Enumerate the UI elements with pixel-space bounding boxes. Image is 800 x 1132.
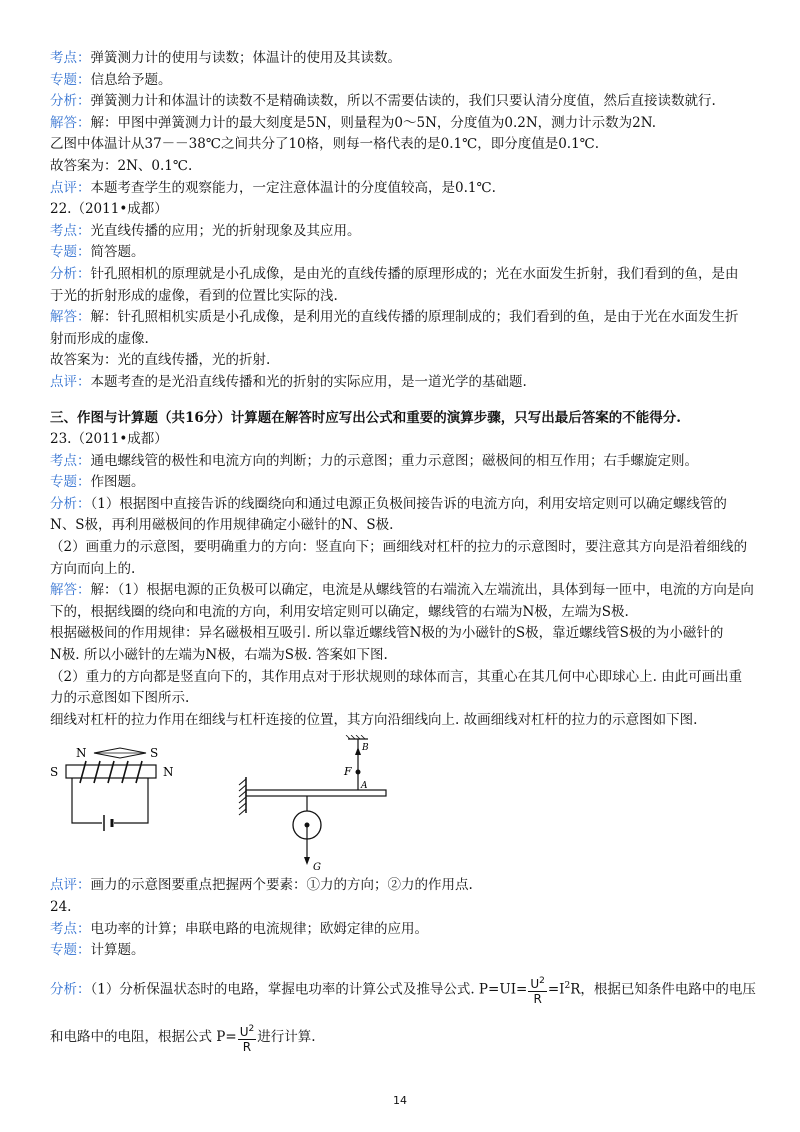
- question-title: 22.（2011•成都）: [50, 201, 168, 218]
- fenxi-line: 分析：（1）分析保温状态时的电路，掌握电功率的计算公式及推导公式. P=UI= $\frac{U^2}{R}$ $=I^2R$，根据已知条件电路中的电压: [50, 975, 756, 1006]
- fenxi-line: 和电路中的电阻，根据公式 P= $\frac{U^2}{R}$ 进行计算.: [50, 1023, 316, 1054]
- jieda-line: 射而形成的虚像.: [50, 330, 149, 347]
- point-a-label: A: [361, 781, 368, 792]
- jieda-line: 细线对杠杆的拉力作用在细线与杠杆连接的位置，其方向沿细线向上. 故画细线对杠杆的拉力的示意图如下图.: [50, 711, 698, 728]
- jieda-line: 解答：解：（1）根据电源的正负极可以确定，电流是从螺线管的右端流入左端流出，具体到每一匝中，电流的方向是向: [50, 582, 754, 599]
- point-a-dot: [356, 770, 361, 775]
- solenoid-figure: [50, 741, 220, 851]
- kaodian-line: 考点：电功率的计算；串联电路的电流规律；欧姆定律的应用。: [50, 920, 428, 937]
- solenoid-n-label: N: [163, 765, 174, 780]
- tension-arrow-head: [355, 747, 361, 755]
- fenxi-line: 分析：（1）根据图中直接告诉的线圈绕向和通过电源正负极间接告诉的电流方向，利用安培定则可以确定螺线管的: [50, 495, 727, 512]
- fenxi-line: 方向而向上的.: [50, 560, 136, 577]
- point-b-label: B: [362, 743, 369, 754]
- jieda-line: 下的，根据线圈的绕向和电流的方向，利用安培定则可以确定，螺线管的右端为N极，左端为S极.: [50, 603, 629, 620]
- kaodian-line: 考点：通电螺线管的极性和电流方向的判断；力的示意图；重力示意图；磁极间的相互作用；右手螺旋定则。: [50, 452, 698, 469]
- jieda-line: 解答：解：针孔照相机实质是小孔成像，是利用光的直线传播的原理制成的；我们看到的鱼，是由于光在水面发生折: [50, 309, 739, 326]
- jieda-line: N极. 所以小磁针的左端为N极，右端为S极. 答案如下图.: [50, 647, 388, 664]
- compass-n-label: N: [76, 746, 87, 761]
- zhuanti-line: 专题：作图题。: [50, 474, 145, 491]
- gravity-g-label: G: [313, 862, 321, 874]
- zhuanti-line: 专题：信息给予题。: [50, 71, 172, 88]
- fenxi-line: 分析：针孔照相机的原理就是小孔成像，是由光的直线传播的原理形成的；光在水面发生折射，我们看到的鱼，是由: [50, 265, 739, 282]
- zhuanti-line: 专题：计算题。: [50, 942, 145, 959]
- section-heading: 三、作图与计算题（共16分）计算题在解答时应写出公式和重要的演算步骤，只写出最后答案的不能得分.: [50, 409, 681, 426]
- page-number: 14: [393, 1094, 407, 1107]
- answer-line: 故答案为：2N、0.1℃.: [50, 157, 193, 174]
- zhuanti-line: 专题：简答题。: [50, 244, 145, 261]
- answer-line: 故答案为：光的直线传播，光的折射.: [50, 352, 271, 369]
- compass-s-label: S: [150, 746, 159, 761]
- kaodian-line: 考点：光直线传播的应用；光的折射现象及其应用。: [50, 222, 361, 239]
- fenxi-line: 分析：弹簧测力计和体温计的读数不是精确读数，所以不需要估读的，我们只要认清分度值，然后直接读数就行.: [50, 93, 716, 110]
- lever-figure: [236, 735, 406, 875]
- question-title: 23.（2011•成都）: [50, 431, 168, 448]
- dianping-line: 点评：本题考查的是光沿直线传播和光的折射的实际应用，是一道光学的基础题.: [50, 373, 527, 390]
- fenxi-line: N、S极，再利用磁极间的作用规律确定小磁针的N、S极.: [50, 517, 394, 534]
- dianping-line: 点评：本题考查学生的观察能力，一定注意体温计的分度值较高，是0.1℃.: [50, 179, 496, 196]
- solenoid-coil: [80, 761, 142, 783]
- question-title: 24.: [50, 899, 72, 915]
- dianping-line: 点评：画力的示意图要重点把握两个要素：①力的方向；②力的作用点.: [50, 877, 473, 894]
- force-f-label: F: [344, 765, 352, 779]
- gravity-arrow-head: [304, 857, 310, 865]
- fenxi-line: 于光的折射形成的虚像，看到的位置比实际的浅.: [50, 287, 338, 304]
- jieda-line: （2）重力的方向都是竖直向下的，其作用点对于形状规则的球体而言，其重心在其几何中心即球心上. 由此可画出重: [50, 668, 743, 685]
- circuit-wire: [72, 778, 148, 823]
- jieda-line: 根据磁极间的作用规律：异名磁极相互吸引. 所以靠近螺线管N极的为小磁针的S极，靠近螺线管S极的为小磁针的: [50, 625, 724, 642]
- fraction-u2-over-r: $\frac{U^2}{R}$: [530, 975, 545, 1006]
- fraction-u2-over-r: $\frac{U^2}{R}$: [239, 1023, 255, 1054]
- jieda-line: 解答：解：甲图中弹簧测力计的最大刻度是5N，则量程为0～5N，分度值为0.2N，测力计示数为2N.: [50, 114, 657, 131]
- figure-row: [50, 735, 760, 875]
- document-page: [50, 48, 760, 1055]
- kaodian-line: 考点：弹簧测力计的使用与读数；体温计的使用及其读数。: [50, 50, 401, 66]
- jieda-line: 力的示意图如下图所示.: [50, 690, 190, 707]
- fenxi-line: （2）画重力的示意图，要明确重力的方向：竖直向下；画细线对杠杆的拉力的示意图时，要注意其方向是沿着细线的: [50, 539, 748, 556]
- solenoid-s-label: S: [50, 765, 59, 780]
- jieda-line: 乙图中体温计从37－－38℃之间共分了10格，则每一格代表的是0.1℃，即分度值是0.1℃.: [50, 136, 600, 153]
- wall-hatching: [239, 779, 246, 815]
